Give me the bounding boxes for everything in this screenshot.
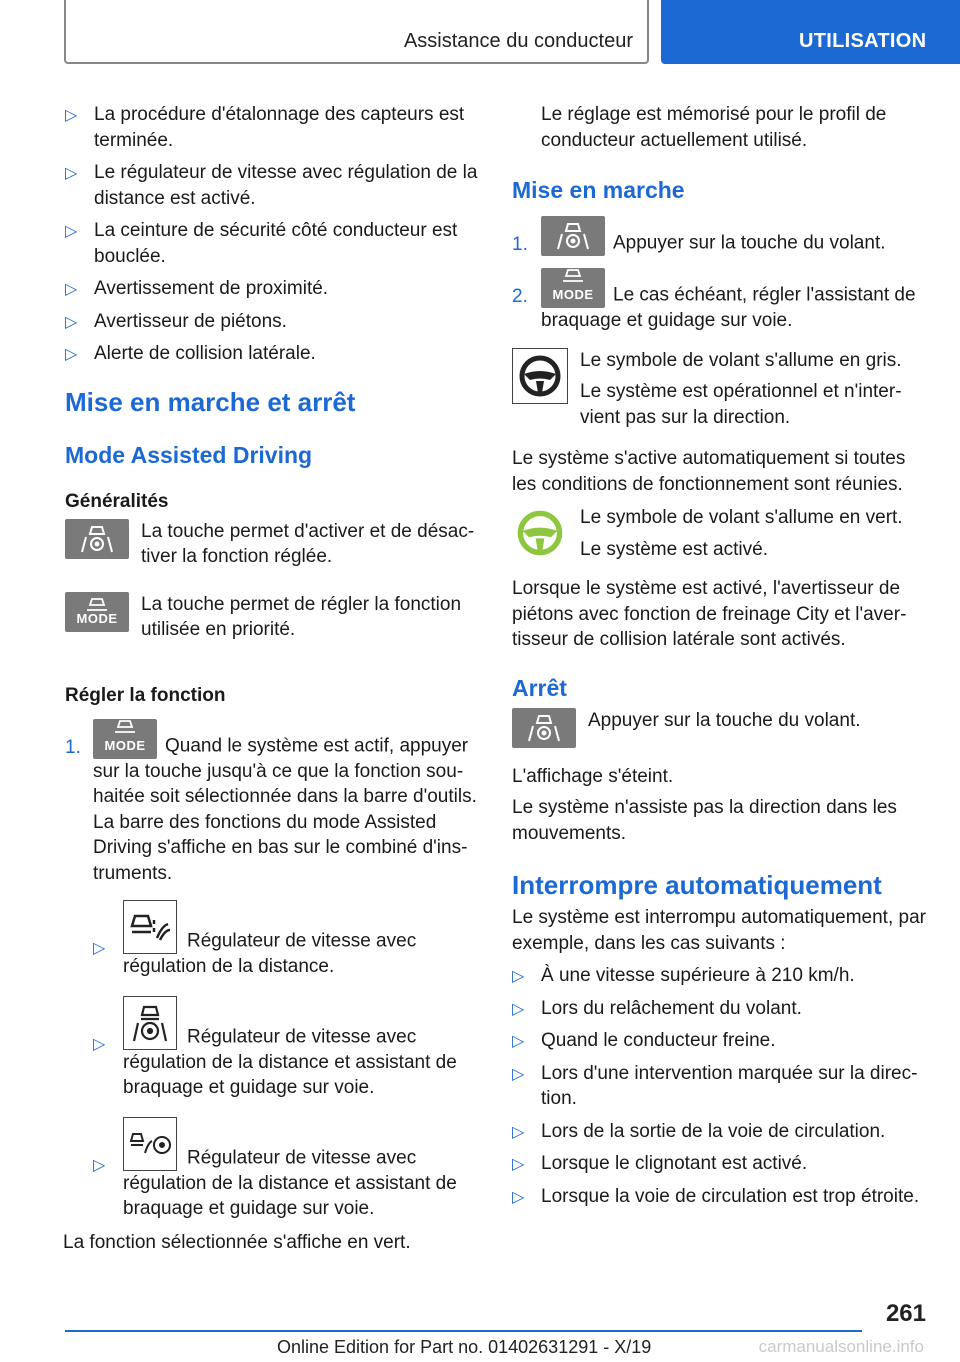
heading-regler-la-fonction: Régler la fonction [65,684,226,706]
page-header [0,0,960,66]
acc-steering-assist-icon [123,996,177,1050]
heading-mise-en-marche: Mise en marche [512,177,685,203]
list-item: ▷ Régulateur de vitesse avec régulation de la distance et assistant de braquage et guidage sur voie. [93,996,480,1101]
interrupt-list [512,963,927,1209]
list-item: ▷ La ceinture de sécurité côté conducteur est bouclée. [65,220,458,267]
arret-row [512,708,927,748]
list-item: ▷ Lors du relâchement du volant. [512,996,927,1022]
step-1: 1. Appuyer sur la touche du volant. [512,216,927,256]
heading-mise-en-marche-arret: Mise en marche et arrêt [65,386,356,417]
function-options-list [65,900,480,1255]
profile-note: Le réglage est mémorisé pour le profil de conducteur actuellement utilisé. [541,104,887,151]
list-item: ▷ Le régulateur de vitesse avec régulation de la distance est activé. [65,162,478,209]
assist-button-row [65,519,480,570]
list-item: ▷ Lorsque le clignotant est activé. [512,1151,927,1177]
bullet-triangle-icon: ▷ [93,1035,106,1053]
green-symbol-row [512,505,927,562]
interrupt-intro: Le système est interrompu automatiquement, par exemple, dans les cas suivants : [512,907,926,954]
list-item: ▷ La procédure d'étalonnage des capteurs est terminée. [65,104,465,151]
assisted-driving-button-icon [512,708,576,748]
heading-mode-assisted-driving: Mode Assisted Driving [65,441,313,468]
list-item: ▷ Quand le conducteur freine. [512,1028,927,1054]
bullet-triangle-icon: ▷ [65,223,78,240]
requirements-list [65,102,480,367]
bullet-triangle-icon: ▷ [512,1156,525,1173]
page-number: 261 [885,1300,926,1327]
list-item: ▷ Régulateur de vitesse avec régulation de la distance et assistant de braquage et guidage sur voie. [93,1117,480,1222]
bullet-triangle-icon: ▷ [65,165,78,182]
bullet-triangle-icon: ▷ [512,968,525,985]
list-item: ▷ Lors d'une intervention marquée sur la direction. [512,1062,918,1109]
bullet-triangle-icon: ▷ [65,346,78,363]
acc-steering-combined-icon [123,1117,177,1171]
footer-divider [65,1330,862,1332]
gen-text-1: La touche permet d'activer et de désactiver la fonction réglée. [141,520,475,567]
steering-wheel-green-icon [512,505,568,561]
selected-function-note: La fonction sélectionnée s'affiche en vert. [63,1231,411,1253]
heading-generalites: Généralités [65,490,169,512]
gen-text-2: La touche permet de régler la fonction utilisée en priorité. [141,593,462,640]
right-column [512,102,927,1216]
acc-icon [123,900,177,954]
list-item: ▷ Lors de la sortie de la voie de circulation. [512,1119,927,1145]
step-number: 1. [512,234,528,255]
bullet-triangle-icon: ▷ [512,1065,525,1083]
bullet-triangle-icon: ▷ [512,1123,525,1141]
list-item: ▷ Alerte de collision latérale. [65,341,480,367]
list-item: ▷ Avertissement de proximité. [65,276,480,302]
heading-arret: Arrêt [512,674,567,701]
auto-activation-text: Le système s'active automatiquement si toutes les conditions de fonctionnement sont réunies. [512,448,906,495]
bullet-triangle-icon: ▷ [512,1188,525,1206]
step-2: 2. MODE Le cas échéant, régler l'assistant de braquage et guidage sur voie. [512,268,927,334]
assisted-driving-button-icon [65,519,129,559]
mode-button-icon: MODE [93,719,157,759]
section-header-box [64,0,649,64]
edition-text: Online Edition for Part no. 01402631291 - X/19 [277,1337,652,1357]
bullet-triangle-icon: ▷ [65,281,78,298]
mode-button-row [65,592,480,643]
grey-symbol-text: Le symbole de volant s'allume en gris. [580,349,902,371]
bullet-triangle-icon: ▷ [93,940,106,957]
active-effects-text: Lorsque le système est activé, l'avertisseur de piétons avec fonction de freinage City et l'avertisseur de collision latérale sont activés. [512,578,907,650]
step-1-text: MODE Quand le système est actif, appuyer sur la touche jusqu'à ce que la fonction souhaitée soit sélectionnée dans la barre d'outils. La barre des fonctions du mode Assisted Driving s'affiche en bas sur le combiné d'instruments. [93,719,480,887]
green-symbol-text: Le symbole de volant s'allume en vert. [580,507,903,528]
no-assist-text: Le système n'assiste pas la direction dans les mouvements. [512,797,897,844]
list-item: ▷ Avertisseur de piétons. [65,309,480,335]
chapter-tab [661,0,960,64]
bullet-triangle-icon: ▷ [93,1156,106,1174]
mode-button-icon: MODE [541,268,605,308]
assisted-driving-button-icon [541,216,605,256]
grey-symbol-row [512,348,927,431]
bullet-triangle-icon: ▷ [512,1033,525,1050]
ready-text: Le système est opérationnel et n'intervient pas sur la direction. [580,381,902,428]
display-off-text: L'affichage s'éteint. [512,765,674,787]
step-number: 2. [512,286,528,307]
bullet-triangle-icon: ▷ [512,1000,525,1018]
watermark: carmanualsonline.info [758,1337,924,1356]
list-item: ▷ À une vitesse supérieure à 210 km/h. [512,963,927,989]
heading-interrompre: Interrompre automatiquement [512,870,882,900]
chapter-tab-label: UTILISATION [799,30,927,52]
active-text: Le système est activé. [580,538,768,560]
step-1 [65,719,480,887]
step-number: 1. [65,736,81,758]
steering-wheel-grey-icon [512,348,568,404]
list-item: ▷ Régulateur de vitesse avec régulation de la distance. [93,900,480,980]
left-column [65,102,480,1255]
bullet-triangle-icon: ▷ [65,313,78,331]
arret-text: Appuyer sur la touche du volant. [588,709,861,731]
list-item: ▷ Lorsque la voie de circulation est trop étroite. [512,1184,927,1210]
bullet-triangle-icon: ▷ [65,107,78,124]
section-title: Assistance du conducteur [403,30,633,52]
mode-label: MODE [76,611,118,626]
mode-button-icon [65,592,129,632]
